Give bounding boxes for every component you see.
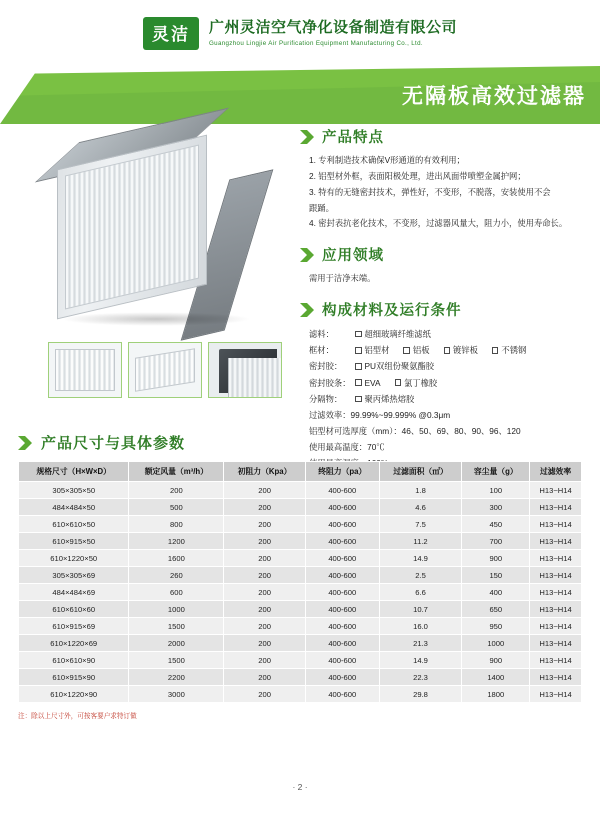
material-option-label: 不锈钢 — [501, 345, 527, 356]
cell-filter-area: 6.6 — [379, 584, 462, 601]
page-header — [0, 0, 600, 66]
arrow-bullet-icon — [300, 248, 315, 262]
application-body — [300, 271, 588, 286]
cell-filter-area: 16.0 — [379, 618, 462, 635]
table-row — [19, 584, 582, 601]
table-row — [19, 533, 582, 550]
material-options — [355, 375, 588, 391]
cell-filter-area: 7.5 — [379, 516, 462, 533]
cell-size: 610×610×90 — [19, 652, 129, 669]
filter-pleat-pattern — [65, 145, 199, 310]
material-option-label: 超细玻璃纤维滤纸 — [364, 329, 431, 340]
cell-dust-capacity: 950 — [462, 618, 530, 635]
cell-initial-resistance: 200 — [224, 533, 306, 550]
checkbox-icon[interactable] — [355, 379, 362, 386]
section-header-table — [18, 432, 582, 453]
product-image-area — [18, 128, 288, 398]
table-row — [19, 686, 582, 703]
material-option[interactable] — [355, 391, 414, 407]
feature-line: 3. 特有的无缝密封技术，弹性好，不变形，不脱落，安装使用不会 — [309, 186, 551, 197]
material-option[interactable] — [355, 342, 389, 358]
spec-table-section — [18, 432, 582, 720]
cell-airflow: 1000 — [129, 601, 224, 618]
table-row — [19, 652, 582, 669]
cell-dust-capacity: 1400 — [462, 669, 530, 686]
material-option[interactable] — [492, 342, 526, 358]
material-option[interactable] — [403, 342, 429, 358]
cell-size: 484×484×69 — [19, 584, 129, 601]
features-body — [300, 153, 588, 232]
cell-size: 610×610×60 — [19, 601, 129, 618]
cell-final-resistance: 400-600 — [305, 482, 379, 499]
cell-initial-resistance: 200 — [224, 499, 306, 516]
application-line: 需用于洁净末端。 — [309, 273, 376, 284]
material-option[interactable] — [355, 326, 431, 342]
material-option[interactable] — [444, 342, 478, 358]
product-thumbnail — [48, 342, 122, 398]
title-band — [0, 66, 600, 124]
material-option-label: PU双组份聚氨酯胶 — [364, 361, 435, 372]
cell-initial-resistance: 200 — [224, 652, 306, 669]
cell-filter-area: 11.2 — [379, 533, 462, 550]
arrow-bullet-icon — [300, 130, 315, 144]
company-name-block — [209, 19, 457, 48]
material-option-label: 镀锌板 — [453, 345, 478, 356]
checkbox-icon[interactable] — [403, 347, 410, 354]
cell-final-resistance: 400-600 — [305, 550, 379, 567]
cell-airflow: 1500 — [129, 652, 224, 669]
product-thumbnail-row — [18, 342, 288, 398]
table-row — [19, 601, 582, 618]
table-head — [19, 462, 582, 482]
cell-final-resistance: 400-600 — [305, 686, 379, 703]
table-row — [19, 516, 582, 533]
cell-final-resistance: 400-600 — [305, 584, 379, 601]
cell-filter-area: 1.8 — [379, 482, 462, 499]
cell-size: 610×915×90 — [19, 669, 129, 686]
thumbnail-pleats — [55, 349, 115, 391]
spacer — [300, 287, 588, 299]
thumbnail-pleats — [135, 348, 195, 392]
condition-line: 使用最高温度：70℃ — [309, 442, 385, 453]
feature-line: 跟踊。 — [309, 202, 334, 213]
cell-filter-area: 4.6 — [379, 499, 462, 516]
cell-initial-resistance: 200 — [224, 618, 306, 635]
column-header: 过滤效率 — [530, 462, 582, 482]
cell-initial-resistance: 200 — [224, 550, 306, 567]
page-number: · 2 · — [292, 782, 308, 792]
cell-final-resistance: 400-600 — [305, 516, 379, 533]
material-row — [309, 391, 588, 407]
cell-filter-area: 21.3 — [379, 635, 462, 652]
cell-filter-area: 29.8 — [379, 686, 462, 703]
cell-initial-resistance: 200 — [224, 601, 306, 618]
cell-initial-resistance: 200 — [224, 635, 306, 652]
cell-dust-capacity: 450 — [462, 516, 530, 533]
section-header-features — [300, 126, 588, 147]
table-row — [19, 635, 582, 652]
checkbox-icon[interactable] — [355, 363, 362, 370]
cell-initial-resistance: 200 — [224, 516, 306, 533]
cell-efficiency: H13~H14 — [530, 482, 582, 499]
cell-efficiency: H13~H14 — [530, 550, 582, 567]
company-name-cn: 广州灵洁空气净化设备制造有限公司 — [208, 18, 457, 36]
cell-size: 305×305×50 — [19, 482, 129, 499]
checkbox-icon[interactable] — [492, 347, 499, 354]
material-row — [309, 375, 588, 391]
cell-size: 610×1220×50 — [19, 550, 129, 567]
material-option[interactable] — [355, 375, 381, 391]
cell-filter-area: 22.3 — [379, 669, 462, 686]
cell-initial-resistance: 200 — [224, 669, 306, 686]
specification-column — [300, 126, 588, 472]
cell-airflow: 2000 — [129, 635, 224, 652]
cell-airflow: 800 — [129, 516, 224, 533]
thumbnail-frame-detail — [219, 349, 277, 393]
cell-airflow: 1600 — [129, 550, 224, 567]
cell-size: 610×1220×69 — [19, 635, 129, 652]
section-title: 构成材料及运行条件 — [322, 303, 462, 320]
table-body — [19, 482, 582, 703]
table-row — [19, 567, 582, 584]
cell-dust-capacity: 150 — [462, 567, 530, 584]
cell-efficiency: H13~H14 — [530, 499, 582, 516]
material-option-label: 铝板 — [412, 345, 430, 356]
feature-line: 1. 专利制造技术确保V形通道的有效利用； — [309, 155, 465, 165]
drop-shadow — [61, 312, 251, 326]
cell-efficiency: H13~H14 — [530, 601, 582, 618]
cell-airflow: 2200 — [129, 669, 224, 686]
cell-dust-capacity: 400 — [462, 584, 530, 601]
column-header: 过滤面积（㎡） — [379, 462, 462, 482]
table-note: 注：除以上尺寸外，可按客要户求特订做 — [18, 713, 137, 720]
checkbox-icon[interactable] — [355, 347, 362, 354]
material-row — [309, 342, 588, 358]
table-header-row — [19, 462, 582, 482]
cell-final-resistance: 400-600 — [305, 533, 379, 550]
table-row — [19, 482, 582, 499]
cell-initial-resistance: 200 — [224, 686, 306, 703]
company-name-en: Guangzhou Lingjie Air Purification Equipment Manufacturing Co., Ltd. — [208, 39, 423, 47]
section-header-application — [300, 244, 588, 265]
cell-efficiency: H13~H14 — [530, 533, 582, 550]
material-option-label: 铝型材 — [364, 345, 390, 356]
cell-efficiency: H13~H14 — [530, 669, 582, 686]
material-options — [355, 391, 588, 407]
material-row — [309, 358, 588, 374]
cell-efficiency: H13~H14 — [530, 686, 582, 703]
condition-line: 铝型材可选厚度（mm）：46、50、69、80、90、96、120 — [309, 426, 521, 437]
cell-initial-resistance: 200 — [224, 482, 306, 499]
material-options — [355, 326, 588, 342]
checkbox-icon[interactable] — [444, 347, 451, 354]
section-title: 产品特点 — [322, 130, 384, 146]
brand-block — [143, 17, 457, 50]
cell-airflow: 500 — [129, 499, 224, 516]
cell-airflow: 3000 — [129, 686, 224, 703]
cell-initial-resistance: 200 — [224, 584, 306, 601]
checkbox-icon[interactable] — [355, 331, 362, 338]
cell-size: 484×484×50 — [19, 499, 129, 516]
cell-final-resistance: 400-600 — [305, 618, 379, 635]
cell-airflow: 1200 — [129, 533, 224, 550]
table-row — [19, 669, 582, 686]
column-header: 终阻力（pa） — [305, 462, 379, 482]
cell-final-resistance: 400-600 — [305, 652, 379, 669]
feature-line: 2. 铝型材外框，表面阳极处理，进出风面带喷塑金属护网； — [309, 170, 526, 181]
cell-size: 305×305×69 — [19, 567, 129, 584]
material-label: 滤料： — [309, 329, 334, 340]
feature-line: 4. 密封表抗老化技术，不变形，过滤器风量大，阻力小，使用寿命长。 — [309, 218, 568, 229]
material-row — [309, 326, 588, 342]
material-option-label: 氯丁橡胶 — [404, 377, 438, 388]
column-header: 额定风量（m³/h） — [129, 462, 224, 482]
column-header: 规格尺寸（H×W×D） — [19, 462, 129, 482]
cell-size: 610×610×50 — [19, 516, 129, 533]
company-logo: 灵洁 — [143, 17, 199, 50]
material-options — [355, 358, 588, 374]
cell-efficiency: H13~H14 — [530, 584, 582, 601]
cell-filter-area: 14.9 — [379, 550, 462, 567]
cell-airflow: 200 — [129, 482, 224, 499]
section-title: 应用领域 — [322, 248, 384, 265]
product-thumbnail — [208, 342, 282, 398]
cell-airflow: 1500 — [129, 618, 224, 635]
cell-dust-capacity: 900 — [462, 550, 530, 567]
column-header: 容尘量（g） — [462, 462, 530, 482]
arrow-bullet-icon — [300, 303, 315, 317]
material-label: 分隔物： — [309, 393, 343, 404]
product-thumbnail — [128, 342, 202, 398]
section-title: 产品尺寸与具体参数 — [41, 435, 186, 452]
material-option-label: 聚丙烯热熔胶 — [364, 393, 415, 404]
table-row — [19, 499, 582, 516]
table-row — [19, 618, 582, 635]
cell-dust-capacity: 100 — [462, 482, 530, 499]
cell-dust-capacity: 1800 — [462, 686, 530, 703]
cell-final-resistance: 400-600 — [305, 635, 379, 652]
material-options — [355, 342, 588, 358]
cell-final-resistance: 400-600 — [305, 669, 379, 686]
cell-final-resistance: 400-600 — [305, 601, 379, 618]
product-title: 无隔板高效过滤器 — [402, 85, 586, 108]
cell-efficiency: H13~H14 — [530, 652, 582, 669]
cell-final-resistance: 400-600 — [305, 567, 379, 584]
cell-final-resistance: 400-600 — [305, 499, 379, 516]
table-row — [19, 550, 582, 567]
spec-table — [18, 461, 582, 703]
cell-efficiency: H13~H14 — [530, 618, 582, 635]
material-option[interactable] — [395, 375, 438, 391]
cell-size: 610×915×69 — [19, 618, 129, 635]
cell-airflow: 260 — [129, 567, 224, 584]
arrow-bullet-icon — [18, 436, 33, 450]
section-header-material — [300, 299, 588, 320]
material-label: 框材： — [309, 345, 334, 356]
cell-efficiency: H13~H14 — [530, 516, 582, 533]
cell-efficiency: H13~H14 — [530, 635, 582, 652]
checkbox-icon[interactable] — [395, 379, 402, 386]
product-main-illustration — [35, 136, 271, 336]
cell-size: 610×1220×90 — [19, 686, 129, 703]
cell-dust-capacity: 650 — [462, 601, 530, 618]
material-option-label: EVA — [364, 377, 381, 388]
cell-dust-capacity: 1000 — [462, 635, 530, 652]
material-option[interactable] — [355, 358, 434, 374]
column-header: 初阻力（Kpa） — [224, 462, 306, 482]
cell-dust-capacity: 700 — [462, 533, 530, 550]
cell-dust-capacity: 300 — [462, 499, 530, 516]
cell-filter-area: 14.9 — [379, 652, 462, 669]
cell-efficiency: H13~H14 — [530, 567, 582, 584]
cell-initial-resistance: 200 — [224, 567, 306, 584]
checkbox-icon[interactable] — [355, 396, 362, 403]
condition-line: 过滤效率：99.99%~99.999% @0.3μm — [309, 409, 451, 420]
cell-dust-capacity: 900 — [462, 652, 530, 669]
cell-size: 610×915×50 — [19, 533, 129, 550]
spacer — [300, 232, 588, 244]
cell-airflow: 600 — [129, 584, 224, 601]
material-label: 密封胶条： — [309, 377, 351, 388]
material-label: 密封胶： — [309, 361, 343, 372]
cell-filter-area: 10.7 — [379, 601, 462, 618]
cell-filter-area: 2.5 — [379, 567, 462, 584]
